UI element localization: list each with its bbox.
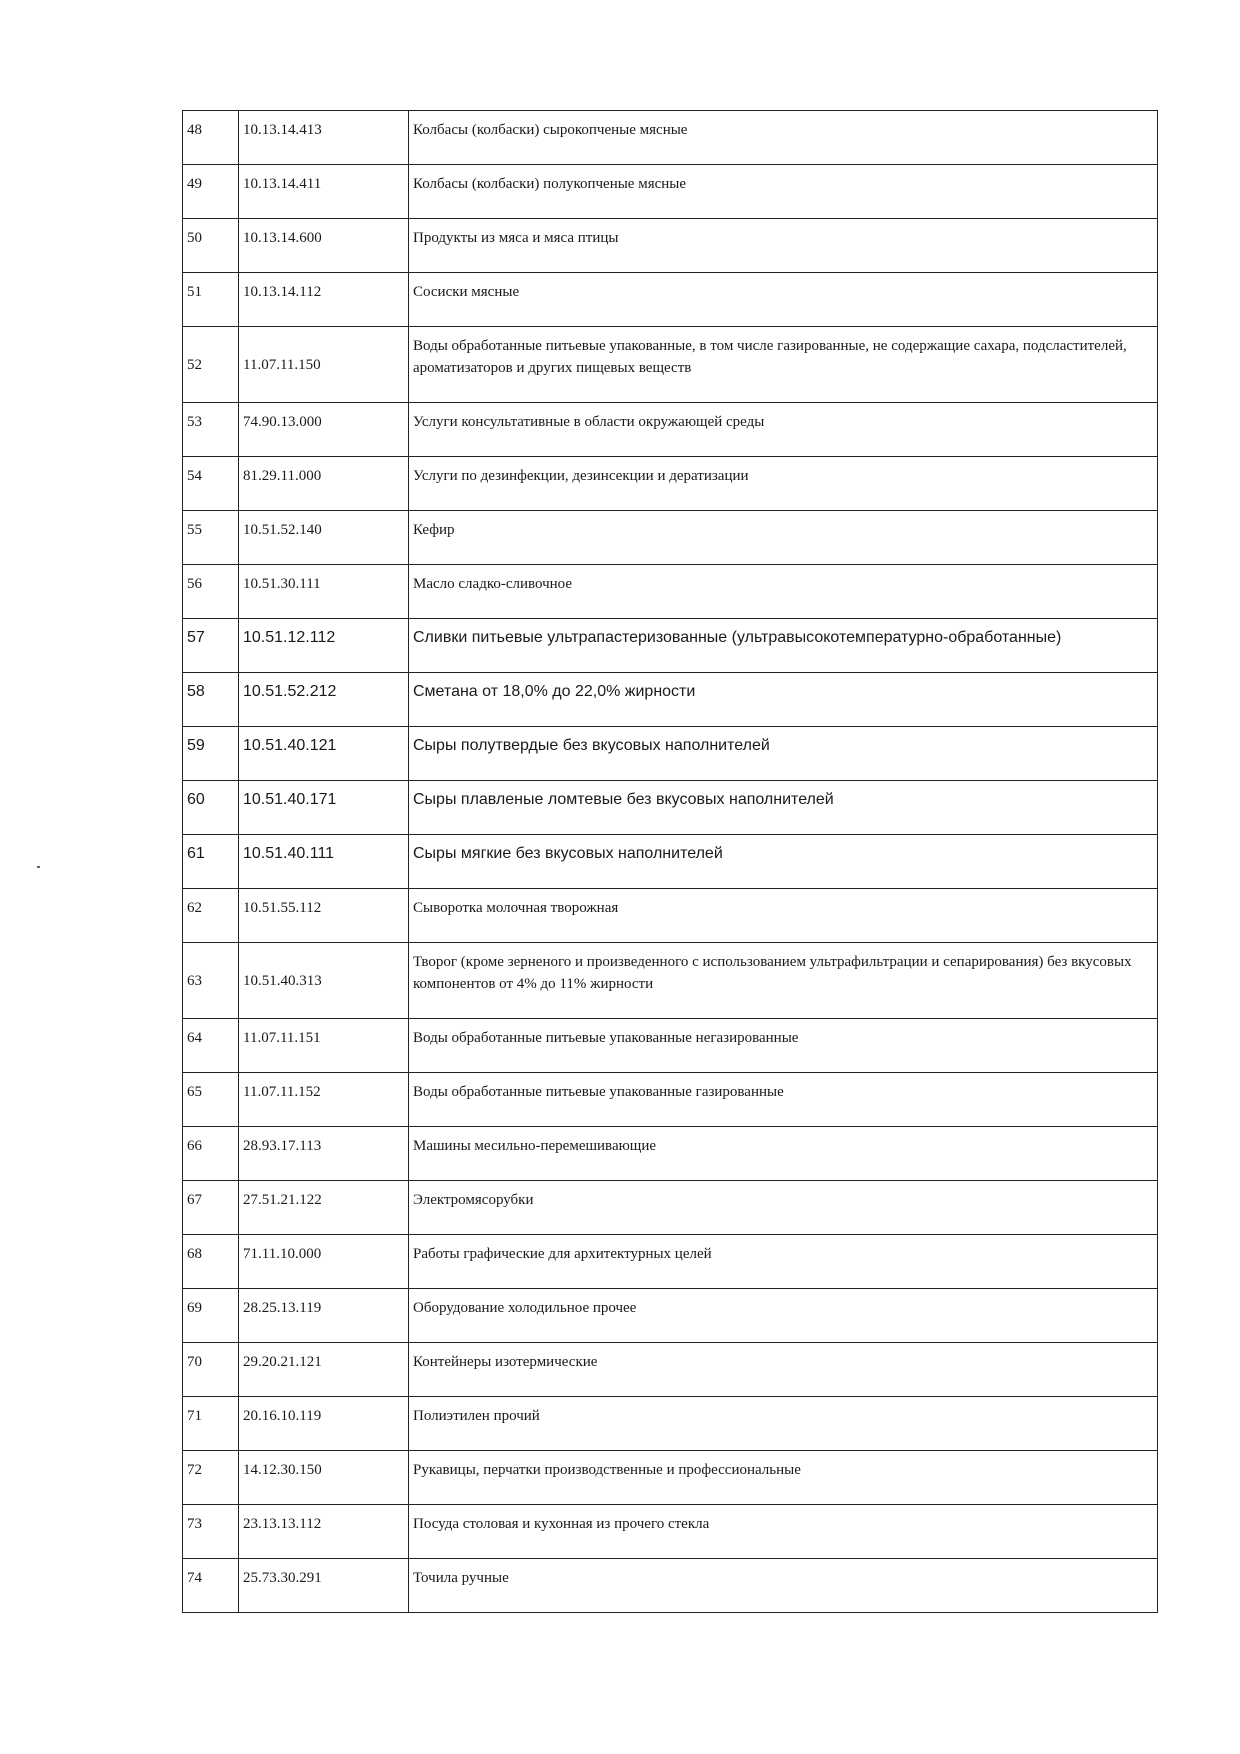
okpd-code-cell: 10.51.40.121 <box>239 727 409 781</box>
row-number-cell: 65 <box>183 1073 239 1127</box>
okpd-code-cell: 10.51.55.112 <box>239 889 409 943</box>
description-cell: Творог (кроме зерненого и произведенного с использованием ультрафильтрации и сепарирования) без вкусовых компонентов от 4% до 11% жирности <box>409 943 1158 1019</box>
row-number-cell: 59 <box>183 727 239 781</box>
row-number-cell: 51 <box>183 273 239 327</box>
row-number-cell: 67 <box>183 1181 239 1235</box>
okpd-code-cell: 28.25.13.119 <box>239 1289 409 1343</box>
codes-table <box>182 110 1158 1613</box>
table-body <box>183 111 1158 1613</box>
okpd-code-cell: 10.13.14.413 <box>239 111 409 165</box>
table-row <box>183 165 1158 219</box>
okpd-code-cell: 10.51.30.111 <box>239 565 409 619</box>
row-number-cell: 73 <box>183 1505 239 1559</box>
table-row <box>183 565 1158 619</box>
description-cell: Воды обработанные питьевые упакованные, в том числе газированные, не содержащие сахара, подсластителей, ароматизаторов и других пищевых веществ <box>409 327 1158 403</box>
row-number-cell: 74 <box>183 1559 239 1613</box>
row-number-cell: 71 <box>183 1397 239 1451</box>
description-cell: Масло сладко-сливочное <box>409 565 1158 619</box>
row-number-cell: 56 <box>183 565 239 619</box>
description-cell: Полиэтилен прочий <box>409 1397 1158 1451</box>
table-row <box>183 943 1158 1019</box>
okpd-code-cell: 10.13.14.411 <box>239 165 409 219</box>
table-row <box>183 1505 1158 1559</box>
table-row <box>183 1073 1158 1127</box>
okpd-code-cell: 10.51.52.212 <box>239 673 409 727</box>
okpd-code-cell: 23.13.13.112 <box>239 1505 409 1559</box>
row-number-cell: 70 <box>183 1343 239 1397</box>
table-row <box>183 781 1158 835</box>
row-number-cell: 50 <box>183 219 239 273</box>
okpd-code-cell: 10.51.40.111 <box>239 835 409 889</box>
row-number-cell: 49 <box>183 165 239 219</box>
okpd-code-cell: 10.13.14.600 <box>239 219 409 273</box>
description-cell: Рукавицы, перчатки производственные и профессиональные <box>409 1451 1158 1505</box>
table-row <box>183 1019 1158 1073</box>
table-row <box>183 1127 1158 1181</box>
table-row <box>183 1343 1158 1397</box>
table-row <box>183 1397 1158 1451</box>
okpd-code-cell: 25.73.30.291 <box>239 1559 409 1613</box>
okpd-code-cell: 10.51.40.171 <box>239 781 409 835</box>
row-number-cell: 61 <box>183 835 239 889</box>
row-number-cell: 60 <box>183 781 239 835</box>
description-cell: Контейнеры изотермические <box>409 1343 1158 1397</box>
table-row <box>183 273 1158 327</box>
description-cell: Работы графические для архитектурных целей <box>409 1235 1158 1289</box>
okpd-code-cell: 27.51.21.122 <box>239 1181 409 1235</box>
table-row <box>183 1289 1158 1343</box>
row-number-cell: 57 <box>183 619 239 673</box>
description-cell: Сливки питьевые ультрапастеризованные (ультравысокотемпературно-обработанные) <box>409 619 1158 673</box>
table-row <box>183 511 1158 565</box>
description-cell: Машины месильно-перемешивающие <box>409 1127 1158 1181</box>
description-cell: Точила ручные <box>409 1559 1158 1613</box>
okpd-code-cell: 11.07.11.152 <box>239 1073 409 1127</box>
scan-speck <box>37 866 40 868</box>
table-row <box>183 619 1158 673</box>
okpd-code-cell: 14.12.30.150 <box>239 1451 409 1505</box>
row-number-cell: 66 <box>183 1127 239 1181</box>
okpd-code-cell: 74.90.13.000 <box>239 403 409 457</box>
row-number-cell: 62 <box>183 889 239 943</box>
okpd-code-cell: 11.07.11.150 <box>239 327 409 403</box>
description-cell: Воды обработанные питьевые упакованные негазированные <box>409 1019 1158 1073</box>
row-number-cell: 68 <box>183 1235 239 1289</box>
row-number-cell: 53 <box>183 403 239 457</box>
row-number-cell: 55 <box>183 511 239 565</box>
table-row <box>183 1451 1158 1505</box>
description-cell: Сыры мягкие без вкусовых наполнителей <box>409 835 1158 889</box>
table-row <box>183 1235 1158 1289</box>
okpd-code-cell: 10.51.40.313 <box>239 943 409 1019</box>
description-cell: Продукты из мяса и мяса птицы <box>409 219 1158 273</box>
table-row <box>183 403 1158 457</box>
okpd-code-cell: 20.16.10.119 <box>239 1397 409 1451</box>
okpd-code-cell: 10.51.52.140 <box>239 511 409 565</box>
table-row <box>183 1181 1158 1235</box>
table-row <box>183 1559 1158 1613</box>
row-number-cell: 63 <box>183 943 239 1019</box>
description-cell: Сметана от 18,0% до 22,0% жирности <box>409 673 1158 727</box>
description-cell: Сосиски мясные <box>409 273 1158 327</box>
table-row <box>183 111 1158 165</box>
okpd-code-cell: 29.20.21.121 <box>239 1343 409 1397</box>
okpd-code-cell: 10.13.14.112 <box>239 273 409 327</box>
table-row <box>183 457 1158 511</box>
okpd-code-cell: 10.51.12.112 <box>239 619 409 673</box>
description-cell: Услуги по дезинфекции, дезинсекции и дератизации <box>409 457 1158 511</box>
table-row <box>183 327 1158 403</box>
okpd-code-cell: 28.93.17.113 <box>239 1127 409 1181</box>
description-cell: Посуда столовая и кухонная из прочего стекла <box>409 1505 1158 1559</box>
okpd-code-cell: 81.29.11.000 <box>239 457 409 511</box>
description-cell: Воды обработанные питьевые упакованные газированные <box>409 1073 1158 1127</box>
row-number-cell: 52 <box>183 327 239 403</box>
row-number-cell: 72 <box>183 1451 239 1505</box>
row-number-cell: 54 <box>183 457 239 511</box>
description-cell: Колбасы (колбаски) сырокопченые мясные <box>409 111 1158 165</box>
table-row <box>183 727 1158 781</box>
okpd-code-cell: 11.07.11.151 <box>239 1019 409 1073</box>
row-number-cell: 64 <box>183 1019 239 1073</box>
row-number-cell: 69 <box>183 1289 239 1343</box>
table-row <box>183 219 1158 273</box>
description-cell: Электромясорубки <box>409 1181 1158 1235</box>
description-cell: Услуги консультативные в области окружающей среды <box>409 403 1158 457</box>
table-row <box>183 889 1158 943</box>
row-number-cell: 58 <box>183 673 239 727</box>
description-cell: Оборудование холодильное прочее <box>409 1289 1158 1343</box>
description-cell: Сыры полутвердые без вкусовых наполнителей <box>409 727 1158 781</box>
description-cell: Сыры плавленые ломтевые без вкусовых наполнителей <box>409 781 1158 835</box>
description-cell: Сыворотка молочная творожная <box>409 889 1158 943</box>
description-cell: Кефир <box>409 511 1158 565</box>
okpd-code-cell: 71.11.10.000 <box>239 1235 409 1289</box>
table-row <box>183 673 1158 727</box>
table-row <box>183 835 1158 889</box>
row-number-cell: 48 <box>183 111 239 165</box>
description-cell: Колбасы (колбаски) полукопченые мясные <box>409 165 1158 219</box>
